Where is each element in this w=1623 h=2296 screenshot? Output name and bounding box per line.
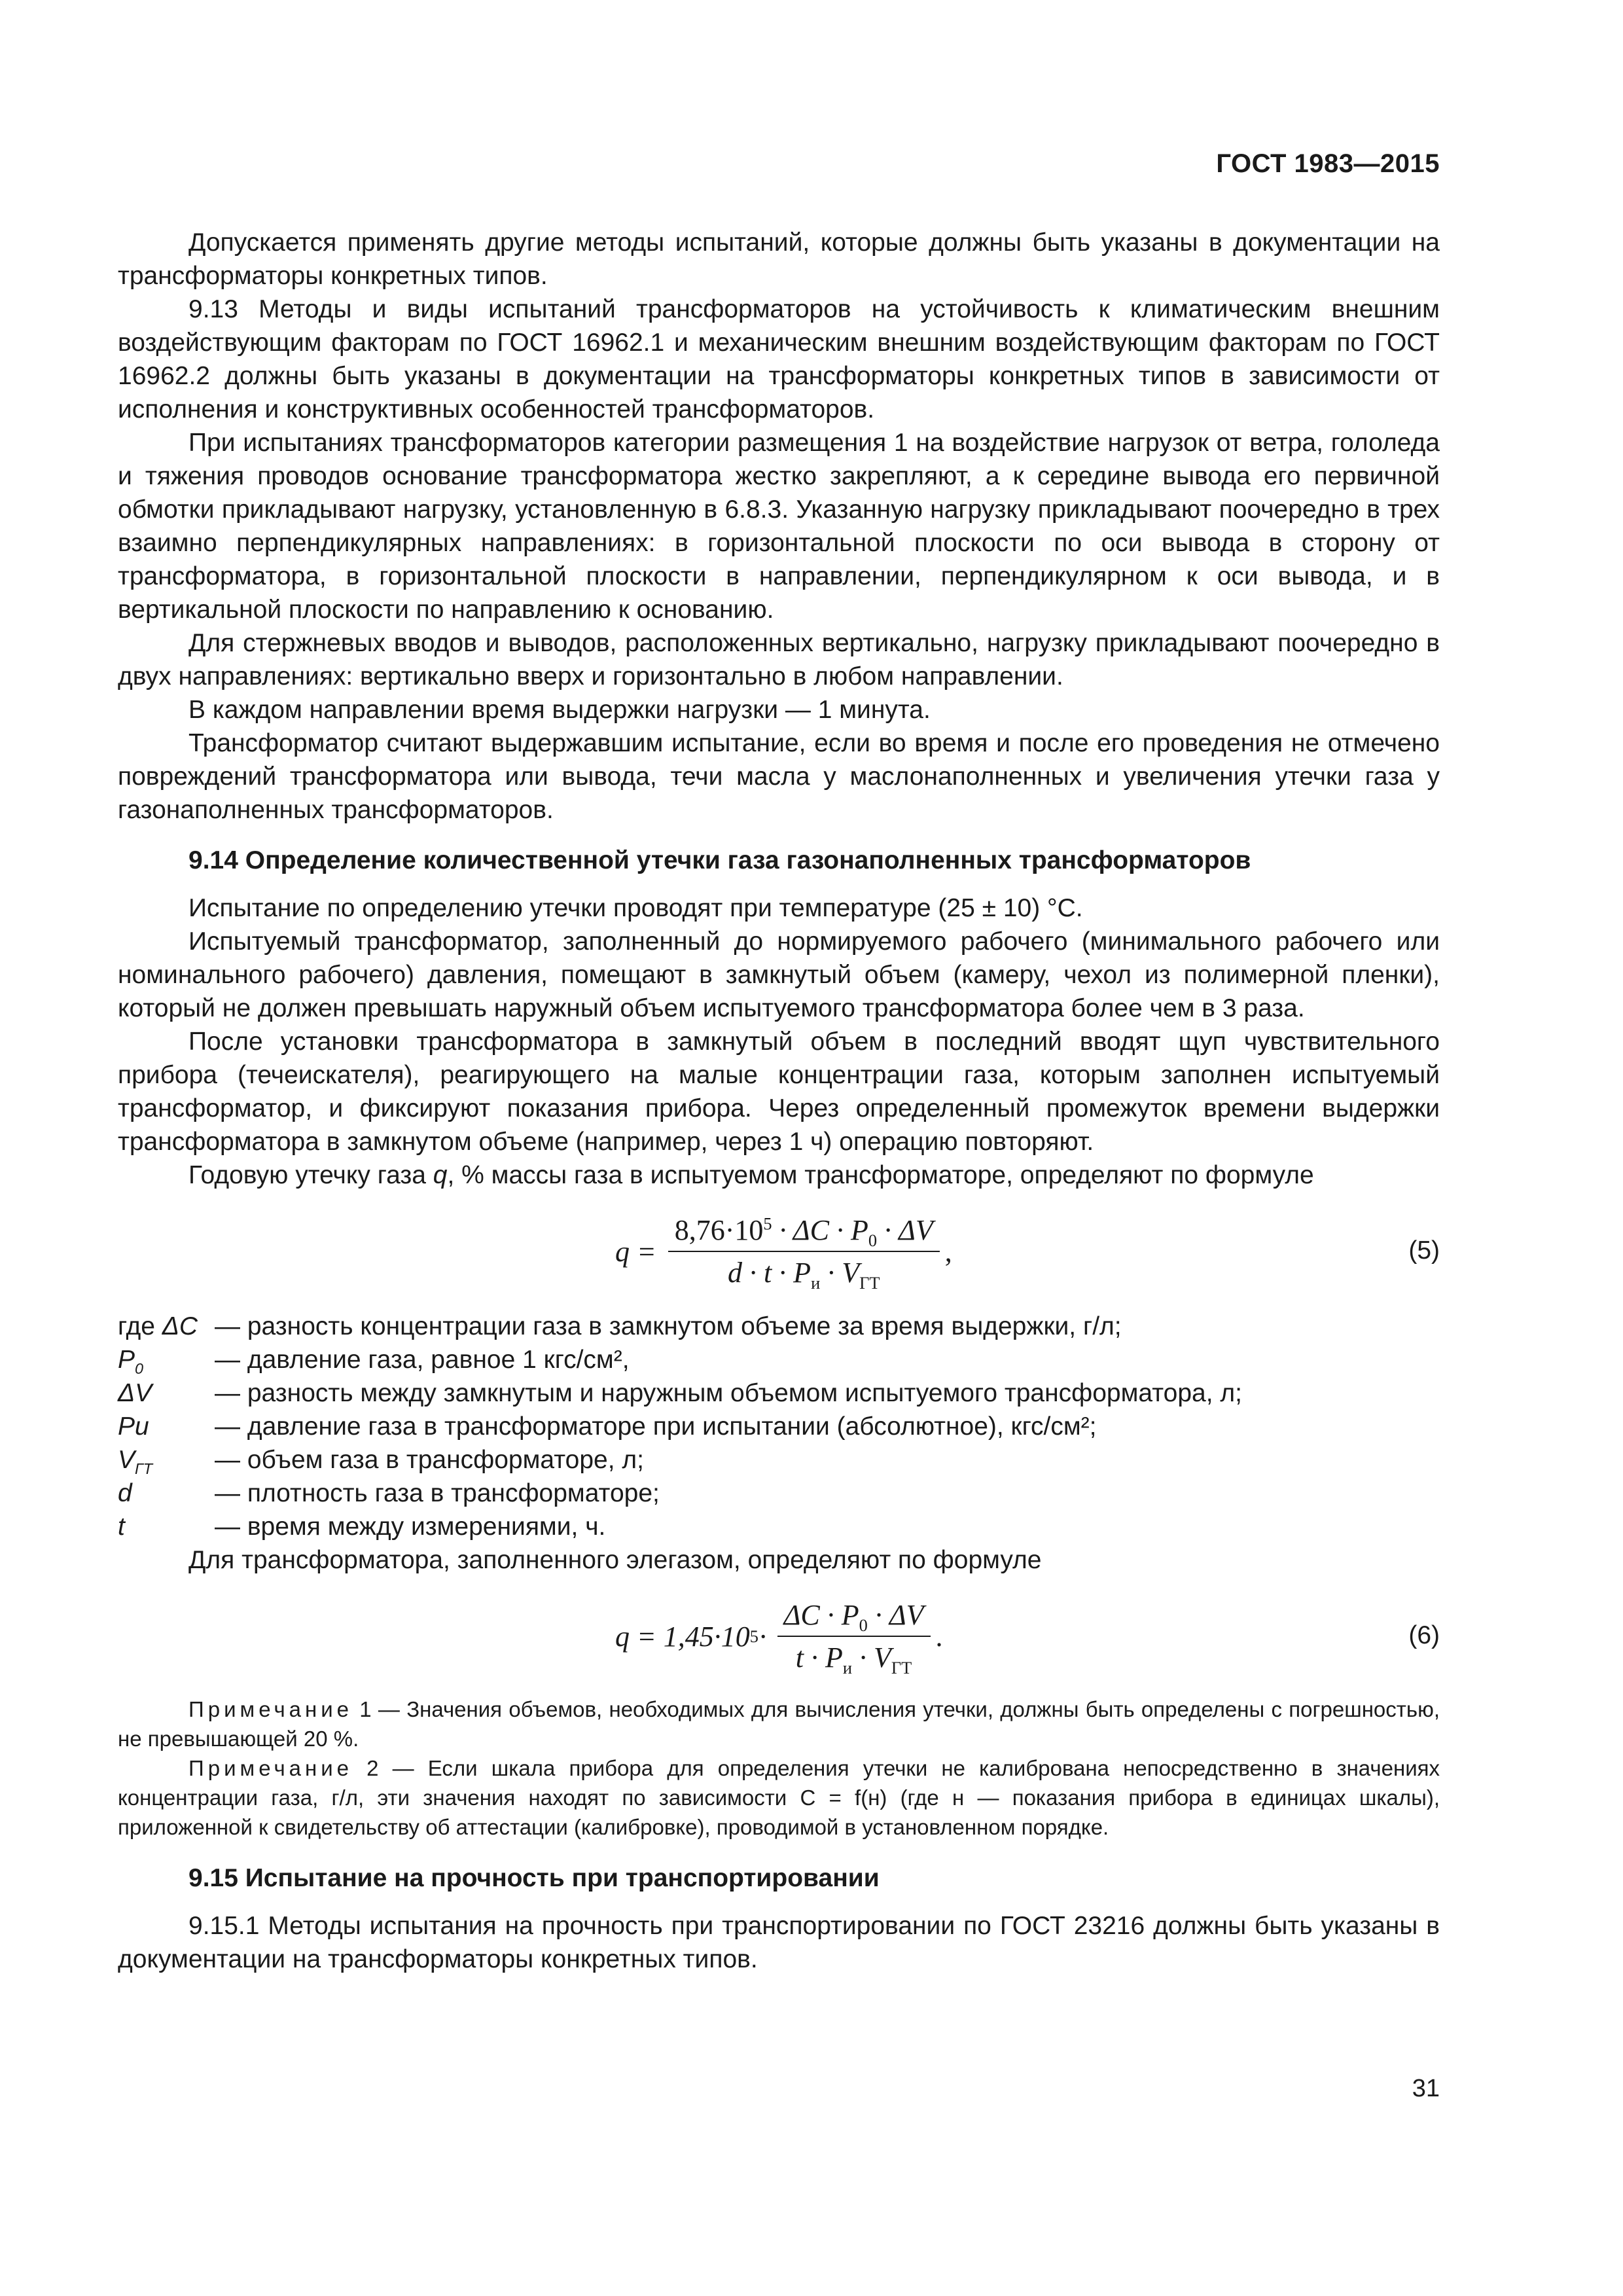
variable-legend — [118, 1310, 1440, 1543]
document-id-header: ГОСТ 1983—2015 — [1216, 149, 1440, 178]
paragraph: Для стержневых вводов и выводов, расположенных вертикально, нагрузку прикладывают поочередно в двух направлениях: вертикально вверх и горизонтально в любом направлении. — [118, 629, 1440, 691]
paragraph: Допускается применять другие методы испытаний, которые должны быть указаны в документации на трансформаторы конкретных типов. — [118, 228, 1440, 290]
paragraph: Испытуемый трансформатор, заполненный до нормируемого рабочего (минимального рабочего или номинального рабочего) давления, помещают в замкнутый объем (камеру, чехол из полимерной пленки), который не должен превышать наружный объем испытуемого трансформатора более чем в 3 раза. — [118, 927, 1440, 1022]
paragraph: В каждом направлении время выдержки нагрузки — 1 минута. — [188, 696, 931, 724]
paragraph: 9.15.1 Методы испытания на прочность при транспортировании по ГОСТ 23216 должны быть указаны в документации на трансформаторы конкретных типов. — [118, 1912, 1440, 1973]
legend-row: t — время между измерениями, ч. — [118, 1513, 606, 1541]
legend-row: $P_0$ — давление газа, равное 1 кгс/см², — [118, 1346, 630, 1377]
formula-intro: Для трансформатора, заполненного элегазом, определяют по формуле — [188, 1546, 1042, 1574]
paragraph: При испытаниях трансформаторов категории размещения 1 на воздействие нагрузок от ветра, гололеда и тяжения проводов основание трансформатора жестко закрепляют, а к середине вывода его первичной обмотки прикладывают нагрузку, установленную в 6.8.3. Указанную нагрузку прикладывают поочередно в трех взаимно перпендикулярных направлениях: в горизонтальной плоскости по оси вывода в сторону от трансформатора, в горизонтальной плоскости в направлении, перпендикулярном к оси вывода, и в вертикальной плоскости по направлению к основанию. — [118, 429, 1440, 624]
section-heading-9-14: 9.14 Определение количественной утечки газа газонаполненных трансформаторов — [188, 846, 1251, 874]
formula-fraction: $\frac{\Delta C \cdot P_0 \cdot \Delta V}{t \cdot P_и \cdot V_{ГТ}}$ — [777, 1598, 931, 1674]
equation-number: (6) — [1408, 1621, 1440, 1649]
legend-row: $V_{ГТ}$ — объем газа в трансформаторе, л; — [118, 1446, 645, 1477]
formula-intro: Годовую утечку газа q, % массы газа в испытуемом трансформаторе, определяют по формуле — [188, 1161, 1314, 1189]
equation-number: (5) — [1408, 1236, 1440, 1265]
legend-row: Pи — давление газа в трансформаторе при испытании (абсолютное), кгс/см²; — [118, 1412, 1097, 1441]
formula-5: q = $\frac{8,76\cdot 10^5 \cdot \Delta C \cdot P_0 \cdot \Delta V}{d \cdot t \cdot P_и \cdot V_{ГТ}}$ , (5) — [615, 1213, 1440, 1293]
note-2: Примечание 2 — Если шкала прибора для определения утечки не калибрована непосредственно в значениях концентрации газа, г/л, эти значения находят по зависимости C = f(н) (где н — показания прибора в единицах шкалы), приложенной к свидетельству об аттестации (калибровке), проводимой в установленном порядке. — [118, 1756, 1440, 1839]
page-number: 31 — [1412, 2075, 1440, 2102]
page-content — [118, 226, 1440, 1976]
section-heading-9-15: 9.15 Испытание на прочность при транспортировании — [188, 1864, 880, 1892]
note-1: Примечание 1 — Значения объемов, необходимых для вычисления утечки, должны быть определены с погрешностью, не превышающей 20 %. — [118, 1697, 1440, 1751]
formula-6: q = 1,45·10 5 · $\frac{\Delta C \cdot P_0 \cdot \Delta V}{t \cdot P_и \cdot V_{ГТ}}$ . (6) — [615, 1599, 1440, 1677]
formula-lhs: q = — [615, 1235, 656, 1268]
paragraph: Трансформатор считают выдержавшим испытание, если во время и после его проведения не отмечено повреждений трансформатора или вывода, течи масла у маслонаполненных и увеличения утечки газа у газонаполненных трансформаторов. — [118, 729, 1440, 824]
formula-fraction: $\frac{8,76\cdot 10^5 \cdot \Delta C \cdot P_0 \cdot \Delta V}{d \cdot t \cdot P_и \cdot V_{ГТ}}$ — [668, 1213, 940, 1289]
paragraph: 9.13 Методы и виды испытаний трансформаторов на устойчивость к климатическим внешним воздействующим факторам по ГОСТ 16962.1 и механическим внешним воздействующим факторам по ГОСТ 16962.2 должны быть указаны в документации на трансформаторы конкретных типов в зависимости от исполнения и конструктивных особенностей трансформаторов. — [118, 295, 1440, 423]
paragraph: Испытание по определению утечки проводят при температуре (25 ± 10) °С. — [188, 894, 1083, 922]
legend-row: ΔV — разность между замкнутым и наружным объемом испытуемого трансформатора, л; — [118, 1379, 1242, 1407]
legend-row: где ΔC — разность концентрации газа в замкнутом объеме за время выдержки, г/л; — [118, 1312, 1122, 1340]
legend-row: d — плотность газа в трансформаторе; — [118, 1479, 660, 1507]
paragraph: После установки трансформатора в замкнутый объем в последний вводят щуп чувствительного прибора (течеискателя), реагирующего на малые концентрации газа, которым заполнен испытуемый трансформатор, и фиксируют показания прибора. Через определенный промежуток времени выдержки трансформатора в замкнутом объеме (например, через 1 ч) операцию повторяют. — [118, 1028, 1440, 1156]
